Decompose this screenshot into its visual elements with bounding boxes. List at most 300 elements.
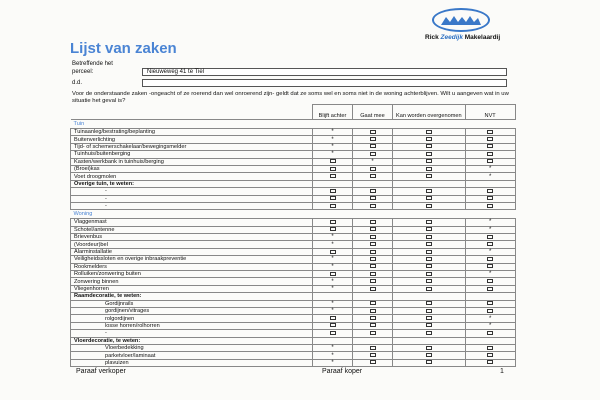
row-label: Vliegenhorren (71, 285, 313, 292)
checkbox[interactable] (330, 204, 336, 208)
row-label: Veiligheidssloten en overige inbraakpreventie (71, 256, 313, 263)
row-label: - (71, 330, 313, 337)
table-row (71, 143, 516, 150)
option-cell (393, 359, 466, 366)
option-cell (313, 226, 353, 233)
checkbox[interactable] (426, 242, 432, 246)
row-label: parketvloer/laminaat (71, 352, 313, 359)
mark-asterisk-icon[interactable]: * (488, 173, 492, 180)
option-cell (465, 293, 515, 300)
section-header (71, 210, 516, 219)
option-cell (313, 195, 353, 202)
checkbox[interactable] (426, 309, 432, 313)
checkbox[interactable] (487, 309, 493, 313)
row-label: losse horren/rolhorren (71, 322, 313, 329)
intro-text: Voor de onderstaande zaken -ongeacht of ze roerend dan wel onroerend zijn- geldt dat ze soms wel en soms niet in de woning achterblijven. Wilt u aangeven wat in uw situatie het geval is? (72, 91, 509, 104)
option-cell (465, 271, 515, 278)
mark-asterisk-icon[interactable]: * (331, 263, 334, 270)
option-cell (465, 315, 515, 322)
checkbox[interactable] (426, 167, 432, 171)
checkbox[interactable] (426, 301, 432, 305)
checkbox[interactable] (487, 235, 493, 239)
row-label: Vloerbedekking (71, 344, 313, 351)
option-cell (313, 256, 353, 263)
checkbox[interactable] (370, 272, 376, 276)
option-cell (465, 359, 515, 366)
mark-asterisk-icon[interactable]: * (331, 241, 334, 248)
option-cell (313, 188, 353, 195)
row-label: (Voordeur)bel (71, 241, 313, 248)
option-cell (353, 158, 393, 165)
row-label: Rolluiken/zonwering buiten (71, 271, 313, 278)
checkbox[interactable] (487, 137, 493, 141)
table-row (71, 256, 516, 263)
option-cell (393, 344, 466, 351)
option-cell (313, 344, 353, 351)
table-header-row (71, 105, 516, 120)
option-cell (393, 285, 466, 292)
table-row (71, 322, 516, 329)
option-cell (313, 337, 353, 344)
checkbox[interactable] (487, 301, 493, 305)
option-cell (393, 219, 466, 226)
option-cell (353, 143, 393, 150)
option-cell (393, 158, 466, 165)
checkbox[interactable] (330, 189, 336, 193)
checkbox[interactable] (370, 196, 376, 200)
checkbox[interactable] (426, 235, 432, 239)
option-cell (393, 315, 466, 322)
mark-asterisk-icon[interactable]: * (371, 158, 374, 165)
row-label: Alarminstallatie (71, 248, 313, 255)
checkbox[interactable] (426, 137, 432, 141)
option-cell (393, 180, 466, 187)
option-cell (353, 202, 393, 209)
option-cell (353, 293, 393, 300)
option-cell (313, 248, 353, 255)
checkbox[interactable] (330, 316, 336, 320)
option-cell (465, 300, 515, 307)
option-cell (465, 344, 515, 351)
option-cell (353, 344, 393, 351)
section-header (71, 120, 516, 129)
table-row (71, 136, 516, 143)
option-cell (465, 285, 515, 292)
checkbox[interactable] (487, 130, 493, 134)
checkbox[interactable] (426, 144, 432, 148)
mark-asterisk-icon[interactable]: * (331, 256, 334, 263)
option-cell (353, 307, 393, 314)
row-label: Vlaggenmast (71, 219, 313, 226)
option-cell (465, 226, 515, 233)
checkbox[interactable] (487, 242, 493, 246)
checkbox[interactable] (370, 242, 376, 246)
mark-asterisk-icon[interactable]: * (331, 308, 334, 315)
option-cell (353, 322, 393, 329)
row-label: - (71, 188, 313, 195)
items-table (70, 104, 516, 367)
option-cell (465, 202, 515, 209)
checkbox[interactable] (487, 144, 493, 148)
option-cell (313, 180, 353, 187)
checkbox[interactable] (330, 323, 336, 327)
checkbox[interactable] (330, 272, 336, 276)
option-cell (393, 202, 466, 209)
checkbox[interactable] (370, 189, 376, 193)
row-label: Tuinhuis/buitenberging (71, 151, 313, 158)
checkbox[interactable] (487, 346, 493, 350)
table-row (71, 151, 516, 158)
row-label: Overige tuin, te weten: (71, 180, 313, 187)
option-cell (465, 195, 515, 202)
option-cell (313, 151, 353, 158)
col-blijft-achter: Blijft achter (313, 105, 353, 120)
section-title: Tuin (71, 120, 516, 129)
option-cell (313, 158, 353, 165)
dd-field[interactable] (142, 79, 507, 87)
option-cell (353, 241, 393, 248)
option-cell (465, 337, 515, 344)
mark-asterisk-icon[interactable]: * (331, 234, 334, 241)
row-label: - (71, 202, 313, 209)
mark-asterisk-icon[interactable]: * (331, 278, 334, 285)
perceel-field[interactable]: Nieuweweg 41 te Tiel (142, 68, 507, 76)
company-name: Rick Zeedijk Makelaardij (425, 34, 501, 41)
option-cell (393, 263, 466, 270)
option-cell (353, 219, 393, 226)
option-cell (465, 136, 515, 143)
checkbox[interactable] (426, 152, 432, 156)
checkbox[interactable] (330, 220, 336, 224)
checkbox[interactable] (426, 346, 432, 350)
table-row (71, 173, 516, 180)
checkbox[interactable] (487, 331, 493, 335)
checkbox[interactable] (370, 309, 376, 313)
option-cell (465, 241, 515, 248)
table-row (71, 129, 516, 136)
checkbox[interactable] (370, 316, 376, 320)
option-cell (465, 307, 515, 314)
checkbox[interactable] (370, 174, 376, 178)
option-cell (465, 352, 515, 359)
checkbox[interactable] (426, 257, 432, 261)
option-cell (393, 136, 466, 143)
checkbox[interactable] (426, 323, 432, 327)
checkbox[interactable] (426, 159, 432, 163)
mark-asterisk-icon[interactable]: * (331, 129, 334, 136)
table-row (71, 195, 516, 202)
mark-asterisk-icon[interactable]: * (331, 352, 334, 359)
checkbox[interactable] (426, 353, 432, 357)
option-cell (393, 293, 466, 300)
mark-asterisk-icon[interactable]: * (488, 219, 492, 226)
table-row (71, 158, 516, 165)
logo-graphic (438, 13, 484, 27)
checkbox[interactable] (487, 152, 493, 156)
checkbox[interactable] (370, 287, 376, 291)
table-row (71, 352, 516, 359)
option-cell (313, 271, 353, 278)
dd-label: d.d. (72, 80, 83, 86)
checkbox[interactable] (426, 360, 432, 364)
checkbox[interactable] (426, 227, 432, 231)
row-label: rolgordijnen (71, 315, 313, 322)
checkbox[interactable] (370, 144, 376, 148)
col-gaat-mee: Gaat mee (353, 105, 393, 120)
mark-asterisk-icon[interactable]: * (488, 166, 492, 173)
checkbox[interactable] (370, 257, 376, 261)
table-row (71, 234, 516, 241)
checkbox[interactable] (370, 130, 376, 134)
table-row (71, 278, 516, 285)
option-cell (353, 234, 393, 241)
table-row (71, 330, 516, 337)
checkbox[interactable] (370, 220, 376, 224)
footer-paraaf-koper: Paraaf koper (322, 368, 363, 375)
option-cell (393, 195, 466, 202)
row-label: Raamdecoratie, te weten: (71, 293, 313, 300)
option-cell (393, 300, 466, 307)
option-cell (465, 143, 515, 150)
checkbox[interactable] (426, 287, 432, 291)
option-cell (313, 173, 353, 180)
option-cell (393, 337, 466, 344)
row-label: Vloerdecoratie, te weten: (71, 337, 313, 344)
section-title: Woning (71, 210, 516, 219)
option-cell (393, 248, 466, 255)
company-logo (432, 8, 490, 32)
option-cell (465, 248, 515, 255)
option-cell (393, 129, 466, 136)
option-cell (465, 188, 515, 195)
option-cell (353, 188, 393, 195)
option-cell (313, 352, 353, 359)
checkbox[interactable] (487, 189, 493, 193)
option-cell (353, 330, 393, 337)
option-cell (313, 165, 353, 172)
option-cell (353, 271, 393, 278)
option-cell (393, 188, 466, 195)
checkbox[interactable] (487, 360, 493, 364)
checkbox[interactable] (487, 353, 493, 357)
checkbox[interactable] (487, 204, 493, 208)
checkbox[interactable] (487, 287, 493, 291)
option-cell (353, 129, 393, 136)
mark-asterisk-icon[interactable]: * (488, 315, 492, 322)
option-cell (465, 129, 515, 136)
row-label: (Broei)kas (71, 165, 313, 172)
row-label: Voet droogmolen (71, 173, 313, 180)
option-cell (313, 263, 353, 270)
option-cell (465, 234, 515, 241)
mark-asterisk-icon[interactable]: * (331, 286, 334, 292)
checkbox[interactable] (426, 174, 432, 178)
table-row (71, 285, 516, 292)
mark-asterisk-icon[interactable]: * (331, 345, 334, 352)
col-overgenomen: Kan worden overgenomen (393, 105, 466, 120)
row-label: Buitenverlichting (71, 136, 313, 143)
option-cell (393, 307, 466, 314)
checkbox[interactable] (426, 204, 432, 208)
checkbox[interactable] (426, 220, 432, 224)
option-cell (465, 180, 515, 187)
checkbox[interactable] (426, 316, 432, 320)
option-cell (393, 173, 466, 180)
table-row (71, 359, 516, 366)
option-cell (353, 136, 393, 143)
checkbox[interactable] (330, 196, 336, 200)
table-row (71, 188, 516, 195)
checkbox[interactable] (426, 196, 432, 200)
checkbox[interactable] (426, 250, 432, 254)
table-row (71, 263, 516, 270)
option-cell (313, 278, 353, 285)
footer-paraaf-verkoper: Paraaf verkoper (76, 368, 126, 375)
option-cell (313, 293, 353, 300)
table-row (71, 180, 516, 187)
checkbox[interactable] (330, 250, 336, 254)
checkbox[interactable] (426, 279, 432, 283)
option-cell (393, 226, 466, 233)
checkbox[interactable] (487, 279, 493, 283)
option-cell (393, 330, 466, 337)
row-label: Zonwering binnen (71, 278, 313, 285)
checkbox[interactable] (370, 204, 376, 208)
checkbox[interactable] (330, 331, 336, 335)
option-cell (313, 315, 353, 322)
checkbox[interactable] (487, 257, 493, 261)
row-label: plavuizen (71, 359, 313, 366)
perceel-label: perceel: (72, 69, 94, 75)
option-cell (353, 256, 393, 263)
option-cell (353, 173, 393, 180)
checkbox[interactable] (487, 264, 493, 268)
mark-asterisk-icon[interactable]: * (488, 249, 492, 256)
checkbox[interactable] (370, 250, 376, 254)
table-row (71, 271, 516, 278)
checkbox[interactable] (330, 167, 336, 171)
option-cell (313, 234, 353, 241)
option-cell (353, 165, 393, 172)
table-row (71, 307, 516, 314)
table-row (71, 293, 516, 300)
table-row (71, 202, 516, 209)
row-label: Tijd- of schemerschakelaar/bewegingsmelder (71, 143, 313, 150)
mark-asterisk-icon[interactable]: * (488, 322, 492, 329)
mark-asterisk-icon[interactable]: * (331, 359, 334, 366)
option-cell (465, 322, 515, 329)
mark-asterisk-icon[interactable]: * (331, 143, 334, 150)
row-label: Rookmelders (71, 263, 313, 270)
checkbox[interactable] (370, 167, 376, 171)
option-cell (465, 219, 515, 226)
checkbox[interactable] (370, 235, 376, 239)
mark-asterisk-icon[interactable]: * (331, 300, 334, 307)
option-cell (353, 337, 393, 344)
checkbox[interactable] (426, 264, 432, 268)
option-cell (353, 300, 393, 307)
mark-asterisk-icon[interactable]: * (331, 151, 334, 158)
checkbox[interactable] (370, 346, 376, 350)
option-cell (353, 285, 393, 292)
mark-asterisk-icon[interactable]: * (488, 271, 492, 278)
option-cell (393, 256, 466, 263)
option-cell (465, 151, 515, 158)
option-cell (313, 129, 353, 136)
checkbox[interactable] (370, 137, 376, 141)
checkbox[interactable] (370, 264, 376, 268)
checkbox[interactable] (426, 272, 432, 276)
table-row (71, 241, 516, 248)
checkbox[interactable] (370, 323, 376, 327)
option-cell (313, 241, 353, 248)
checkbox[interactable] (370, 227, 376, 231)
option-cell (393, 165, 466, 172)
checkbox[interactable] (370, 152, 376, 156)
checkbox[interactable] (330, 227, 336, 231)
option-cell (465, 263, 515, 270)
option-cell (465, 330, 515, 337)
checkbox[interactable] (370, 279, 376, 283)
checkbox[interactable] (487, 159, 493, 163)
option-cell (313, 285, 353, 292)
table-row (71, 337, 516, 344)
option-cell (393, 271, 466, 278)
table-row (71, 315, 516, 322)
row-label: gordijnen/vitrages (71, 307, 313, 314)
option-cell (313, 136, 353, 143)
mark-asterisk-icon[interactable]: * (488, 226, 492, 233)
checkbox[interactable] (426, 130, 432, 134)
option-cell (353, 263, 393, 270)
checkbox[interactable] (370, 301, 376, 305)
table-row (71, 300, 516, 307)
checkbox[interactable] (370, 353, 376, 357)
option-cell (313, 322, 353, 329)
betreffende-label: Betreffende het (72, 61, 113, 67)
checkbox[interactable] (370, 360, 376, 364)
checkbox[interactable] (426, 331, 432, 335)
row-label: Tuinaanleg/bestrating/beplanting (71, 129, 313, 136)
checkbox[interactable] (330, 174, 336, 178)
option-cell (393, 143, 466, 150)
checkbox[interactable] (487, 196, 493, 200)
mark-asterisk-icon[interactable]: * (331, 136, 334, 143)
table-row (71, 248, 516, 255)
option-cell (353, 226, 393, 233)
option-cell (465, 158, 515, 165)
option-cell (313, 219, 353, 226)
option-cell (353, 248, 393, 255)
option-cell (313, 330, 353, 337)
checkbox[interactable] (426, 189, 432, 193)
checkbox[interactable] (370, 331, 376, 335)
checkbox[interactable] (330, 159, 336, 163)
option-cell (353, 352, 393, 359)
footer-page-number: 1 (500, 368, 504, 375)
table-row (71, 165, 516, 172)
row-label: Kasten/werkbank in tuinhuis/berging (71, 158, 313, 165)
option-cell (313, 202, 353, 209)
table-row (71, 219, 516, 226)
option-cell (313, 359, 353, 366)
option-cell (393, 241, 466, 248)
option-cell (313, 143, 353, 150)
table-row (71, 226, 516, 233)
option-cell (465, 165, 515, 172)
option-cell (353, 359, 393, 366)
row-label: Schotel/antenne (71, 226, 313, 233)
